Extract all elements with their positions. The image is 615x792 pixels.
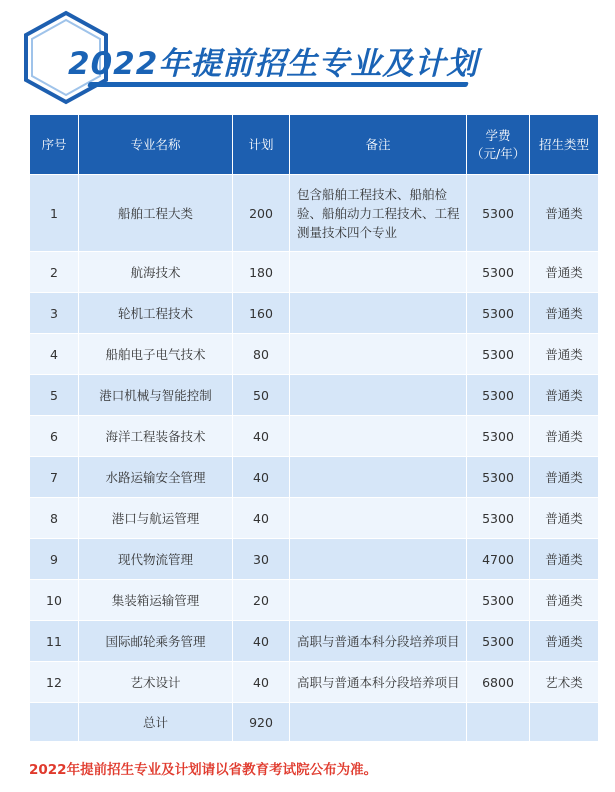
table-row — [30, 375, 599, 416]
cell-seq: 5 — [30, 375, 79, 416]
cell-plan: 80 — [233, 334, 290, 375]
cell-note: 包含船舶工程技术、船舶检验、船舶动力工程技术、工程测量技术四个专业 — [290, 175, 467, 252]
cell-note: 高职与普通本科分段培养项目 — [290, 662, 467, 703]
cell-seq: 8 — [30, 498, 79, 539]
cell-type: 普通类 — [530, 175, 599, 252]
cell-type: 普通类 — [530, 498, 599, 539]
page-header — [0, 0, 615, 112]
cell-total-plan: 920 — [233, 703, 290, 742]
cell-seq: 3 — [30, 293, 79, 334]
cell-seq: 10 — [30, 580, 79, 621]
cell-type: 普通类 — [530, 375, 599, 416]
cell-seq: 9 — [30, 539, 79, 580]
header-seq: 序号 — [30, 115, 79, 175]
cell-type: 普通类 — [530, 539, 599, 580]
cell-type: 艺术类 — [530, 662, 599, 703]
cell-type: 普通类 — [530, 457, 599, 498]
cell-total-note — [290, 703, 467, 742]
cell-plan: 200 — [233, 175, 290, 252]
cell-type: 普通类 — [530, 416, 599, 457]
cell-note — [290, 252, 467, 293]
table-row — [30, 662, 599, 703]
header-fee-line2: （元/年） — [471, 145, 526, 161]
cell-total-label: 总计 — [79, 703, 233, 742]
cell-fee: 5300 — [467, 252, 530, 293]
enrollment-plan-table — [29, 114, 599, 742]
cell-fee: 5300 — [467, 621, 530, 662]
cell-plan: 50 — [233, 375, 290, 416]
table-row — [30, 498, 599, 539]
cell-plan: 40 — [233, 621, 290, 662]
cell-note — [290, 539, 467, 580]
cell-major: 港口机械与智能控制 — [79, 375, 233, 416]
cell-type: 普通类 — [530, 580, 599, 621]
table-row — [30, 580, 599, 621]
cell-note: 高职与普通本科分段培养项目 — [290, 621, 467, 662]
cell-fee: 5300 — [467, 375, 530, 416]
cell-plan: 40 — [233, 457, 290, 498]
cell-major: 集装箱运输管理 — [79, 580, 233, 621]
table-row — [30, 252, 599, 293]
cell-seq: 7 — [30, 457, 79, 498]
header-fee — [467, 115, 530, 175]
table-row — [30, 334, 599, 375]
cell-fee: 4700 — [467, 539, 530, 580]
table-header-row — [30, 115, 599, 175]
page-title: 2022年提前招生专业及计划 — [68, 46, 479, 82]
cell-fee: 5300 — [467, 580, 530, 621]
cell-major: 航海技术 — [79, 252, 233, 293]
header-note: 备注 — [290, 115, 467, 175]
cell-major: 海洋工程装备技术 — [79, 416, 233, 457]
cell-major: 轮机工程技术 — [79, 293, 233, 334]
cell-fee: 5300 — [467, 175, 530, 252]
cell-note — [290, 375, 467, 416]
cell-major: 现代物流管理 — [79, 539, 233, 580]
cell-fee: 5300 — [467, 416, 530, 457]
cell-note — [290, 293, 467, 334]
cell-fee: 5300 — [467, 457, 530, 498]
cell-major: 港口与航运管理 — [79, 498, 233, 539]
cell-type: 普通类 — [530, 252, 599, 293]
cell-major: 艺术设计 — [79, 662, 233, 703]
cell-seq: 4 — [30, 334, 79, 375]
cell-major: 水路运输安全管理 — [79, 457, 233, 498]
cell-plan: 30 — [233, 539, 290, 580]
header-major: 专业名称 — [79, 115, 233, 175]
cell-seq: 12 — [30, 662, 79, 703]
cell-fee: 5300 — [467, 334, 530, 375]
cell-seq: 1 — [30, 175, 79, 252]
table-total-row — [30, 703, 599, 742]
header-fee-line1: 学费 — [485, 127, 511, 143]
cell-major: 国际邮轮乘务管理 — [79, 621, 233, 662]
cell-total-fee — [467, 703, 530, 742]
cell-plan: 20 — [233, 580, 290, 621]
table-row — [30, 621, 599, 662]
cell-note — [290, 580, 467, 621]
table-row — [30, 416, 599, 457]
cell-plan: 40 — [233, 416, 290, 457]
header-type: 招生类型 — [530, 115, 599, 175]
table-row — [30, 293, 599, 334]
header-plan: 计划 — [233, 115, 290, 175]
cell-type: 普通类 — [530, 293, 599, 334]
cell-note — [290, 457, 467, 498]
cell-type: 普通类 — [530, 621, 599, 662]
table-row — [30, 175, 599, 252]
cell-total-type — [530, 703, 599, 742]
cell-plan: 40 — [233, 662, 290, 703]
cell-plan: 40 — [233, 498, 290, 539]
cell-plan: 160 — [233, 293, 290, 334]
cell-fee: 6800 — [467, 662, 530, 703]
cell-type: 普通类 — [530, 334, 599, 375]
cell-total-seq — [30, 703, 79, 742]
cell-note — [290, 334, 467, 375]
title-underline — [87, 82, 469, 87]
cell-seq: 11 — [30, 621, 79, 662]
table-row — [30, 457, 599, 498]
cell-fee: 5300 — [467, 293, 530, 334]
table-row — [30, 539, 599, 580]
cell-plan: 180 — [233, 252, 290, 293]
cell-major: 船舶工程大类 — [79, 175, 233, 252]
cell-note — [290, 498, 467, 539]
cell-major: 船舶电子电气技术 — [79, 334, 233, 375]
cell-seq: 2 — [30, 252, 79, 293]
cell-seq: 6 — [30, 416, 79, 457]
cell-fee: 5300 — [467, 498, 530, 539]
footnote: 2022年提前招生专业及计划请以省教育考试院公布为准。 — [29, 762, 378, 778]
cell-note — [290, 416, 467, 457]
